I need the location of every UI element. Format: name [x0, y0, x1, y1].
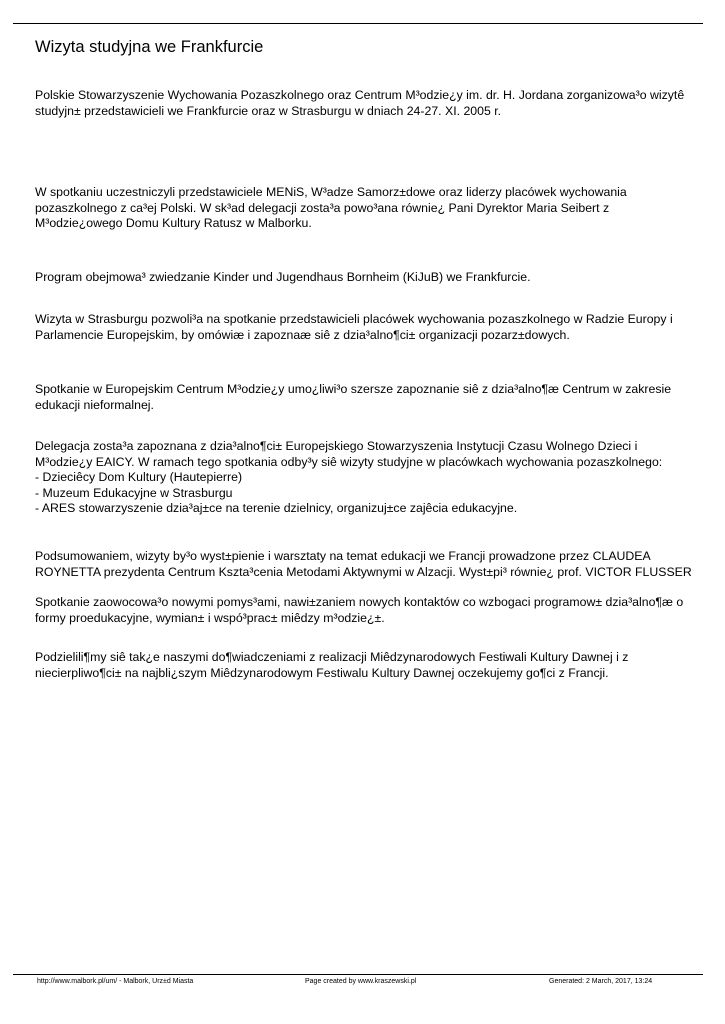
paragraph-strasbourg: Wizyta w Strasburgu pozwoli³a na spotkanie przedstawicieli placówek wychowania pozaszkolnego w Radzie Europy i Parlamencie Europejskim, by omówiæ i zapoznaæ siê z dzia³alno¶ci± organizacji pozarz±dowych. — [35, 312, 673, 342]
footer-rule — [13, 974, 703, 975]
paragraph-delegation: Delegacja zosta³a zapoznana z dzia³alno¶ci± Europejskiego Stowarzyszenia Instytucji Czasu Wolnego Dzieci i M³odzie¿y EAICY. W ramach tego spotkania odby³y siê wizyty studyjne w placówkach wychowania pozaszkolnego: - Dzieciêcy Dom Kultury (Hautepierre) - Muzeum Edukacyjne w Strasburgu - ARES stowarzyszenie dzia³aj±ce na terenie dzielnicy, organizuj±ce zajêcia edukacyjne. — [35, 439, 663, 516]
header-rule — [13, 23, 703, 24]
footer-credit: Page created by www.kraszewski.pl — [305, 978, 417, 985]
paragraph-program: Program obejmowa³ zwiedzanie Kinder und Jugendhaus Bornheim (KiJuB) we Frankfurcie. — [35, 270, 531, 284]
paragraph-outcome: Spotkanie zaowocowa³o nowymi pomys³ami, nawi±zaniem nowych kontaktów co wzbogaci programow± dzia³alno¶æ o formy proedukacyjne, wymian± i wspó³prac± miêdzy m³odzie¿±. — [35, 595, 684, 625]
paragraph-experiences: Podzielili¶my siê tak¿e naszymi do¶wiadczeniami z realizacji Miêdzynarodowych Festiwali Kultury Dawnej i z niecierpliwo¶ci± na najbli¿szym Miêdzynarodowym Festiwalu Kultury Dawnej oczekujemy go¶ci z Francji. — [35, 650, 629, 680]
page-title: Wizyta studyjna we Frankfurcie — [35, 38, 264, 56]
footer-source-link[interactable]: http://www.malbork.pl/um/ - Malbork, Urz±d Miasta — [37, 978, 194, 985]
paragraph-intro: Polskie Stowarzyszenie Wychowania Pozaszkolnego oraz Centrum M³odzie¿y im. dr. H. Jordana zorganizowa³o wizytê studyjn± przedstawicieli we Frankfurcie oraz w Strasburgu w dniach 24-27. XI. 2005 r. — [35, 88, 685, 118]
paragraph-youth-centre: Spotkanie w Europejskim Centrum M³odzie¿y umo¿liwi³o szersze zapoznanie siê z dzia³alno¶æ Centrum w zakresie edukacji nieformalnej. — [35, 382, 672, 412]
paragraph-participants: W spotkaniu uczestniczyli przedstawiciele MENiS, W³adze Samorz±dowe oraz liderzy placówek wychowania pozaszkolnego z ca³ej Polski. W sk³ad delegacji zosta³a powo³ana równie¿ Pani Dyrektor Maria Seibert z M³odzie¿owego Domu Kultury Ratusz w Malborku. — [35, 185, 627, 231]
paragraph-summary: Podsumowaniem, wizyty by³o wyst±pienie i warsztaty na temat edukacji we Francji prowadzone przez CLAUDEA ROYNETTA prezydenta Centrum Kszta³cenia Metodami Aktywnymi w Alzacji. Wyst±pi³ równie¿ prof. VICTOR FLUSSER — [35, 549, 692, 579]
footer-generated-date: Generated: 2 March, 2017, 13:24 — [549, 978, 653, 985]
